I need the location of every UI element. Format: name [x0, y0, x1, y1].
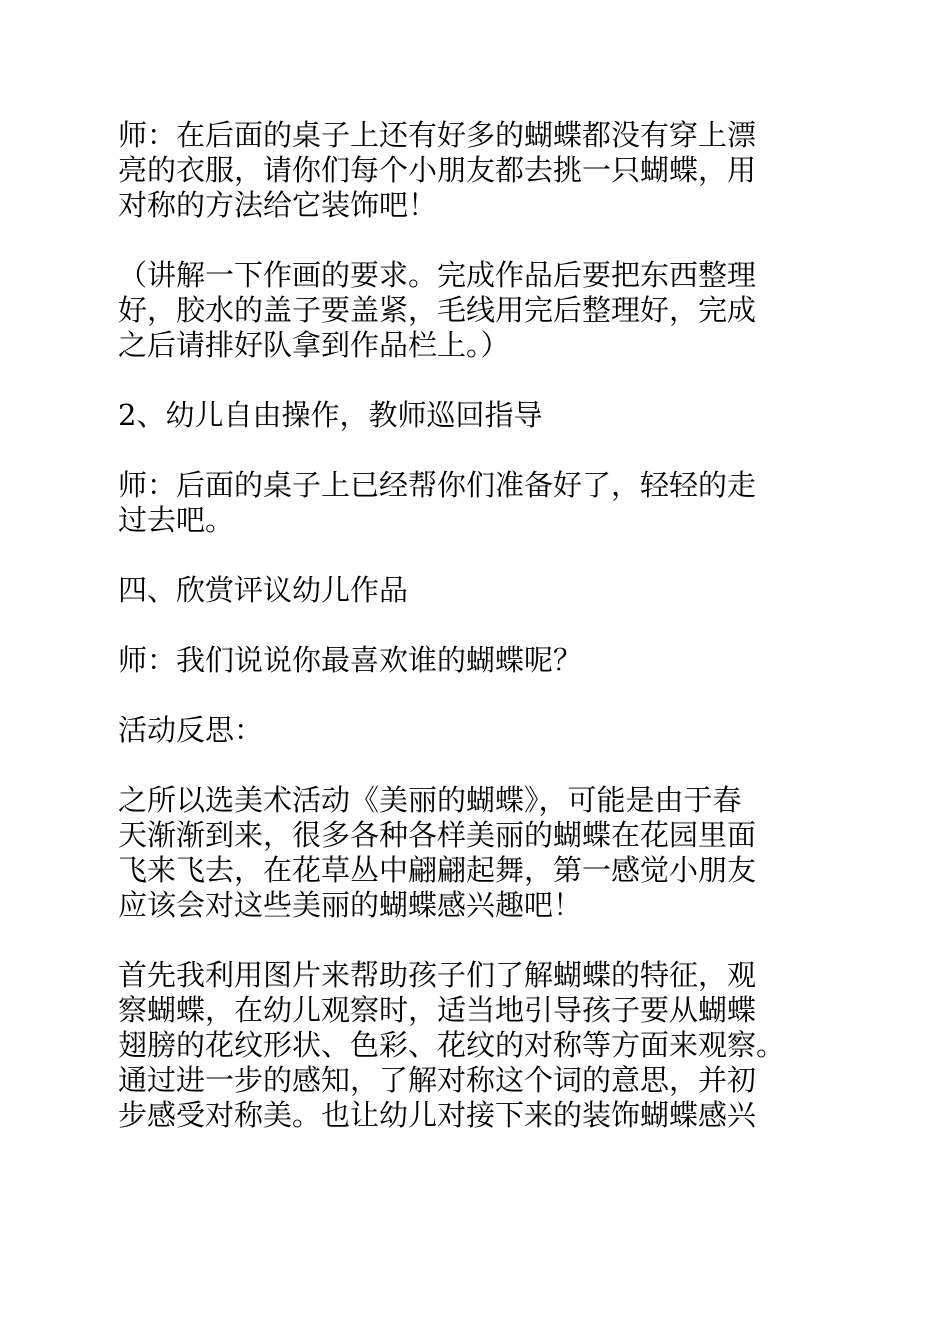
paragraph-teacher-question: 师：我们说说你最喜欢谁的蝴蝶呢？ [118, 643, 583, 677]
paragraph-gap [118, 748, 838, 783]
paragraph-gap [118, 923, 838, 958]
paragraph-gap [118, 538, 838, 573]
paragraph-gap [118, 223, 838, 258]
paragraph-gap [118, 678, 838, 713]
paragraph-teacher-prepared: 师：后面的桌子上已经帮你们准备好了，轻轻的走 过去吧。 [118, 468, 757, 537]
document-page [118, 118, 838, 1133]
paragraph-gap [118, 608, 838, 643]
paragraph-reflection-reason: 之所以选美术活动《美丽的蝴蝶》，可能是由于春 天渐渐到来，很多各种各样美丽的蝴蝶在花园里面 飞来飞去，在花草丛中翩翩起舞，第一感觉小朋友 应该会对这些美丽的蝴蝶感兴趣吧！ [118, 783, 757, 922]
paragraph-teacher-instruction: 师：在后面的桌子上还有好多的蝴蝶都没有穿上漂 亮的衣服，请你们每个小朋友都去挑一只蝴蝶，用 对称的方法给它装饰吧！ [118, 118, 757, 222]
section-heading-reflection: 活动反思： [118, 713, 264, 747]
paragraph-drawing-requirements: （讲解一下作画的要求。完成作品后要把东西整理 好，胶水的盖子要盖紧，毛线用完后整理好，完成 之后请排好队拿到作品栏上。） [118, 258, 757, 362]
paragraph-gap [118, 433, 838, 468]
paragraph-reflection-method: 首先我利用图片来帮助孩子们了解蝴蝶的特征，观 察蝴蝶，在幼儿观察时，适当地引导孩子要从蝴蝶 翅膀的花纹形状、色彩、花纹的对称等方面来观察。 通过进一步的感知，了解对称这个词的意思，并初 步感受对称美。也让幼儿对接下来的装饰蝴蝶感兴 [118, 958, 786, 1132]
paragraph-gap [118, 363, 838, 398]
paragraph-step-2: 2、幼儿自由操作，教师巡回指导 [118, 398, 543, 432]
section-heading-appreciation: 四、欣赏评议幼儿作品 [118, 573, 409, 607]
